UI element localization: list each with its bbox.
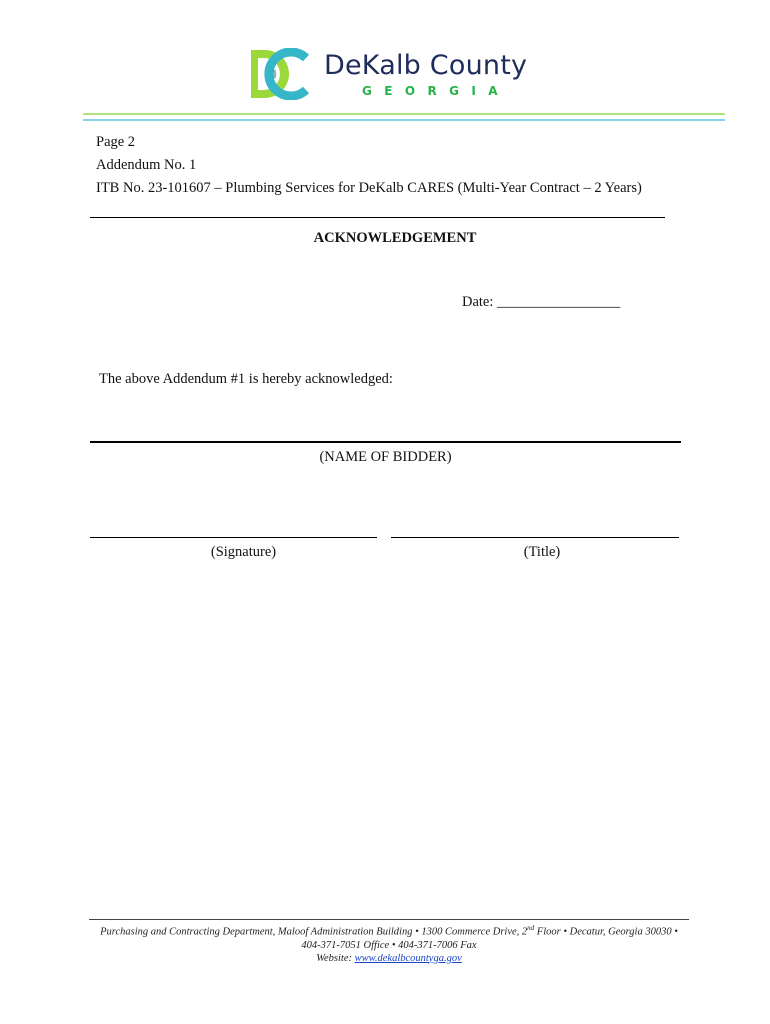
signature-label: (Signature) bbox=[210, 544, 277, 560]
addendum-number: Addendum No. 1 bbox=[96, 157, 197, 173]
footer-floor-ordinal: nd bbox=[527, 924, 535, 932]
acknowledgement-statement: The above Addendum #1 is hereby acknowledged: bbox=[99, 371, 393, 387]
signature-line bbox=[90, 537, 377, 538]
footer-website-label: Website: bbox=[316, 952, 353, 964]
logo-county-name: DeKalb County bbox=[324, 50, 528, 81]
page-number: Page 2 bbox=[96, 134, 136, 150]
footer-website bbox=[89, 952, 689, 965]
date-label: Date: bbox=[462, 294, 494, 310]
acknowledgement-heading: ACKNOWLEDGEMENT bbox=[313, 230, 477, 246]
title-label: (Title) bbox=[523, 544, 561, 560]
header-separator-rule bbox=[90, 217, 665, 218]
title-line bbox=[391, 537, 679, 538]
footer-address-text: Purchasing and Contracting Department, Maloof Administration Building • 1300 Commerce Drive, 2 bbox=[100, 926, 528, 938]
page-footer bbox=[89, 922, 689, 965]
itb-title: ITB No. 23-101607 – Plumbing Services for DeKalb CARES (Multi-Year Contract – 2 Years) bbox=[96, 180, 642, 196]
footer-address bbox=[89, 922, 689, 939]
date-field bbox=[462, 294, 620, 311]
footer-address-city: Floor • Decatur, Georgia 30030 • bbox=[534, 926, 678, 938]
footer-website-link[interactable]: www.dekalbcountyga.gov bbox=[354, 952, 462, 964]
date-blank-line: _________________ bbox=[497, 294, 621, 310]
header-divider-blue bbox=[83, 119, 725, 121]
document-header bbox=[96, 131, 642, 200]
dc-monogram-icon bbox=[248, 48, 310, 100]
footer-phone: 404-371-7051 Office • 404-371-7006 Fax bbox=[301, 939, 477, 951]
dekalb-county-logo bbox=[248, 48, 538, 104]
bidder-name-label: (NAME OF BIDDER) bbox=[319, 449, 452, 465]
bidder-name-line bbox=[90, 441, 681, 443]
logo-state-name: GEORGIA bbox=[362, 84, 510, 98]
footer-divider bbox=[89, 919, 689, 920]
header-divider-green bbox=[83, 113, 725, 115]
